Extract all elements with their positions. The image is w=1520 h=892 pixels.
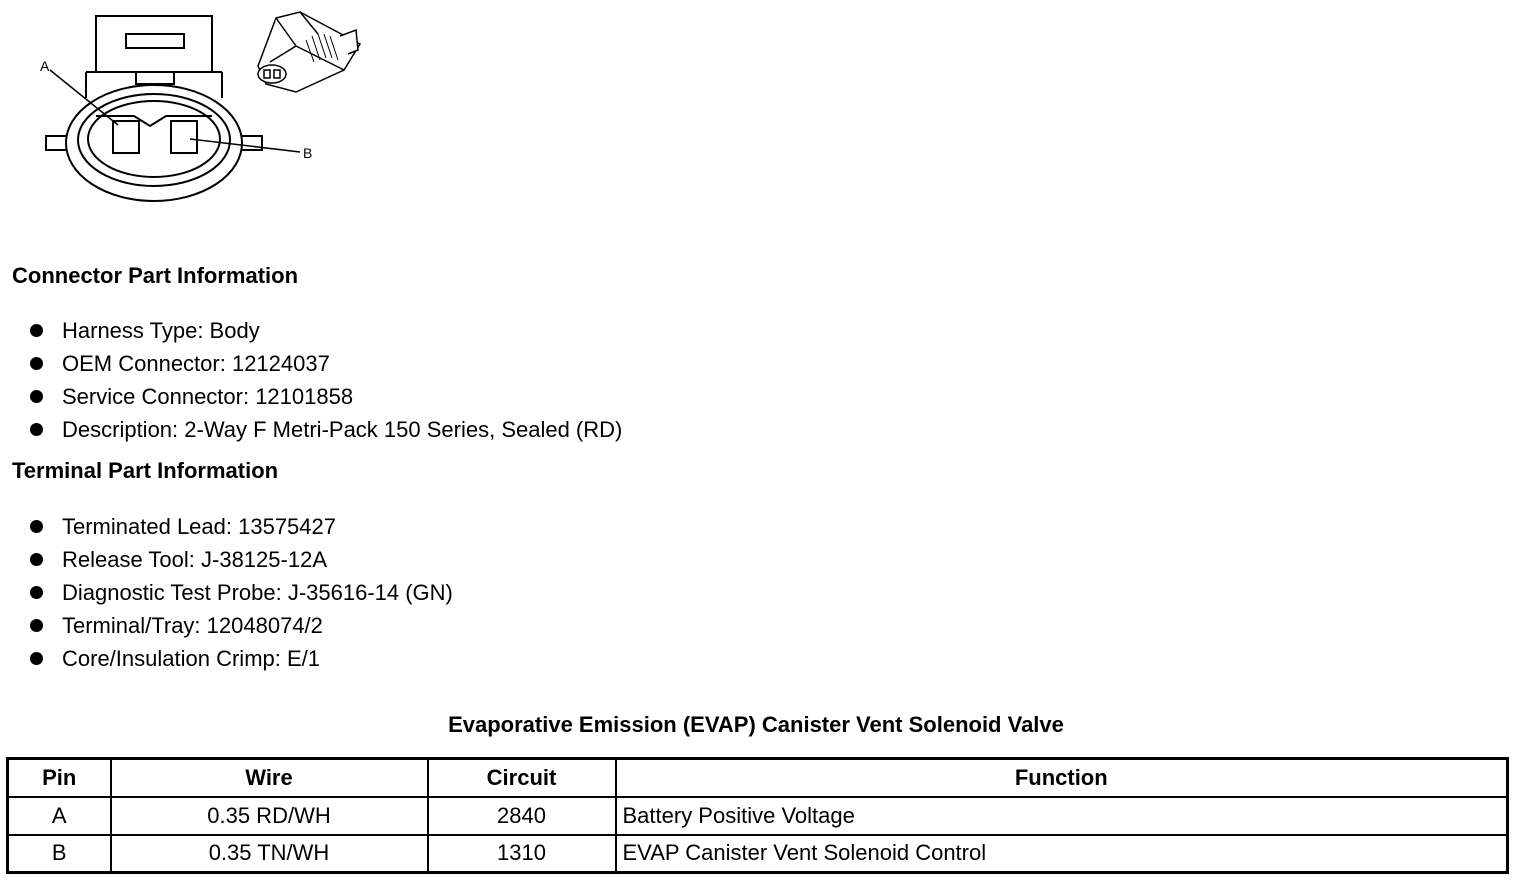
table-row (8, 835, 1508, 873)
connector-isometric-icon (258, 12, 360, 92)
list-item: Release Tool: J-38125-12A (30, 545, 453, 578)
list-item: Description: 2-Way F Metri-Pack 150 Series, Sealed (RD) (30, 415, 622, 448)
connector-body-outer (66, 85, 242, 201)
list-item: Diagnostic Test Probe: J-35616-14 (GN) (30, 578, 453, 611)
connector-part-info-heading: Connector Part Information (12, 263, 299, 288)
cell-function: EVAP Canister Vent Solenoid Control (616, 835, 1508, 873)
cell-pin: A (8, 797, 111, 835)
table-row (8, 797, 1508, 835)
pin-table-title: Evaporative Emission (EVAP) Canister Vent Solenoid Valve (448, 712, 1064, 737)
cell-circuit: 2840 (428, 797, 616, 835)
connector-latch (96, 16, 212, 72)
cell-wire: 0.35 TN/WH (111, 835, 428, 873)
cell-circuit: 1310 (428, 835, 616, 873)
connector-part-info-list (30, 316, 622, 448)
terminal-part-info-list (30, 512, 453, 677)
list-item: Harness Type: Body (30, 316, 622, 349)
pin-table (6, 757, 1509, 874)
table-header-row (8, 759, 1508, 797)
pin-label-a: A (40, 58, 50, 74)
list-item: Terminal/Tray: 12048074/2 (30, 611, 453, 644)
right-ear (240, 136, 262, 150)
header-pin: Pin (8, 759, 111, 797)
left-ear (46, 136, 68, 150)
cell-wire: 0.35 RD/WH (111, 797, 428, 835)
list-item: OEM Connector: 12124037 (30, 349, 622, 382)
cell-pin: B (8, 835, 111, 873)
header-circuit: Circuit (428, 759, 616, 797)
connector-diagram (0, 0, 380, 220)
list-item: Terminated Lead: 13575427 (30, 512, 453, 545)
terminal-part-info-heading: Terminal Part Information (12, 458, 279, 483)
list-item: Service Connector: 12101858 (30, 382, 622, 415)
pin-label-b: B (303, 145, 313, 161)
header-function: Function (616, 759, 1508, 797)
cavity-b (171, 121, 197, 153)
list-item: Core/Insulation Crimp: E/1 (30, 644, 453, 677)
header-wire: Wire (111, 759, 428, 797)
latch-tab (136, 72, 174, 84)
cavity-a (113, 121, 139, 153)
cell-function: Battery Positive Voltage (616, 797, 1508, 835)
